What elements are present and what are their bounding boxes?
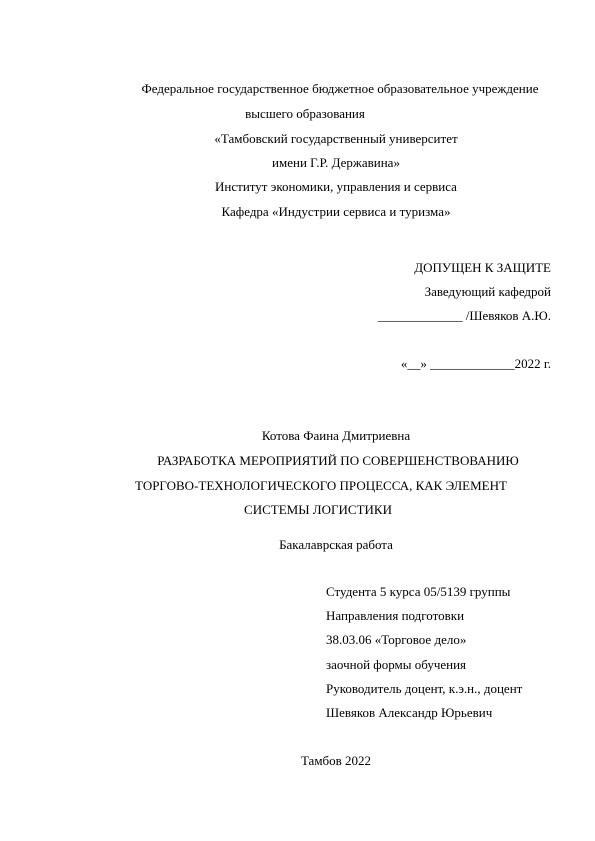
header-line-1: Федеральное государственное бюджетное образовательное учреждение (141, 81, 539, 96)
thesis-title-line-1: РАЗРАБОТКА МЕРОПРИЯТИЙ ПО СОВЕРШЕНСТВОВАНИЮ (157, 453, 519, 468)
approval-signature: _____________ /Шевяков А.Ю. (378, 308, 551, 323)
student-info-line-3: 38.03.06 «Торговое дело» (326, 632, 467, 647)
thesis-title-line-2: ТОРГОВО-ТЕХНОЛОГИЧЕСКОГО ПРОЦЕССА, КАК ЭЛЕМЕНТ (135, 478, 507, 493)
approval-date: «__» _____________2022 г. (400, 356, 551, 371)
student-info-line-2: Направления подготовки (326, 608, 465, 623)
institute-name: Институт экономики, управления и сервиса (215, 179, 457, 194)
author-name: Котова Фаина Дмитриевна (261, 428, 411, 443)
supervisor-line: Руководитель доцент, к.э.н., доцент (326, 681, 523, 696)
approval-role: Заведующий кафедрой (424, 284, 551, 299)
header-line-2: высшего образования (245, 106, 365, 121)
approval-title: ДОПУЩЕН К ЗАЩИТЕ (414, 260, 551, 275)
student-info-line-4: заочной формы обучения (326, 657, 467, 672)
header-line-3: «Тамбовский государственный университет (214, 131, 458, 146)
city-year: Тамбов 2022 (300, 753, 372, 768)
work-type: Бакалаврская работа (279, 537, 393, 552)
student-info-line-1: Студента 5 курса 05/5139 группы (326, 584, 511, 599)
supervisor-name: Шевяков Александр Юрьевич (326, 705, 493, 720)
header-line-4: имени Г.Р. Державина» (272, 155, 400, 170)
department-name: Кафедра «Индустрии сервиса и туризма» (221, 204, 451, 219)
thesis-title-line-3: СИСТЕМЫ ЛОГИСТИКИ (244, 502, 392, 517)
